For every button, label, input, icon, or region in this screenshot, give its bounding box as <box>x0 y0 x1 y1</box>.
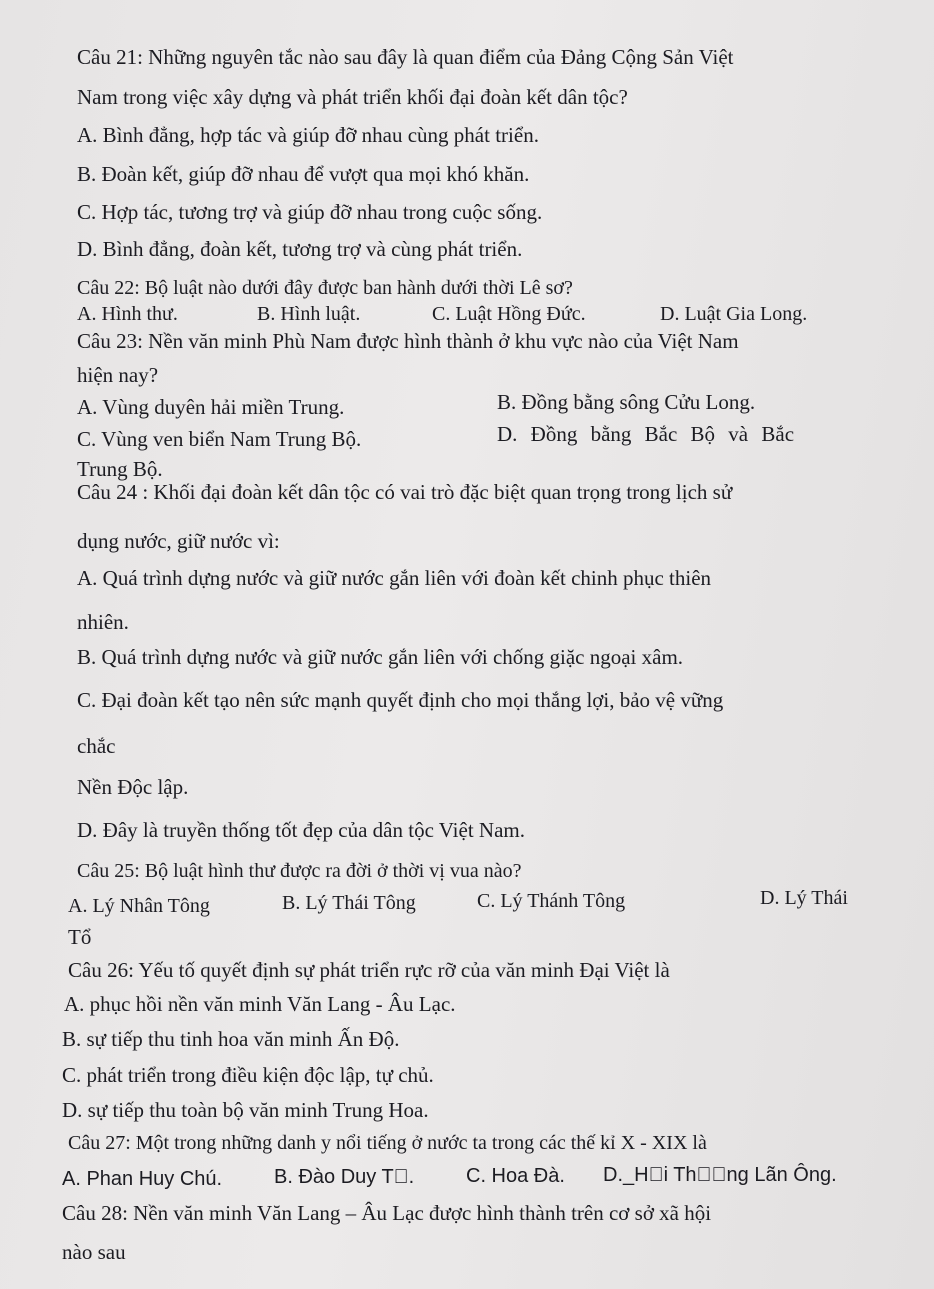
q23-option-a: A. Vùng duyên hải miền Trung. <box>77 395 345 419</box>
q28-stem-line2: nào sau <box>62 1240 126 1264</box>
q22-option-d: D. Luật Gia Long. <box>660 303 808 325</box>
q25-option-d-cont: Tổ <box>68 925 92 949</box>
q27-option-c: C. Hoa Đà. <box>466 1165 565 1187</box>
q23-option-c: C. Vùng ven biển Nam Trung Bộ. <box>77 427 362 451</box>
q25-option-c: C. Lý Thánh Tông <box>477 890 626 912</box>
q26-option-c: C. phát triển trong điều kiện độc lập, tự chủ. <box>62 1063 434 1087</box>
q27-option-b: B. Đào Duy T . <box>274 1166 415 1188</box>
q23-option-b: B. Đồng bằng sông Cửu Long. <box>497 390 756 414</box>
q26-stem: Câu 26: Yếu tố quyết định sự phát triển rực rỡ của văn minh Đại Việt là <box>68 958 670 982</box>
q26-option-d: D. sự tiếp thu toàn bộ văn minh Trung Hoa. <box>62 1098 429 1122</box>
q27-option-a: A. Phan Huy Chú. <box>62 1168 223 1190</box>
q24-option-a-cont: nhiên. <box>77 610 129 634</box>
q21-option-a: A. Bình đẳng, hợp tác và giúp đỡ nhau cùng phát triển. <box>77 123 539 147</box>
q23-stem-line2: hiện nay? <box>77 363 159 387</box>
q27-stem: Câu 27: Một trong những danh y nổi tiếng ở nước ta trong các thế kỉ X - XIX là <box>68 1132 707 1154</box>
q25-option-a: A. Lý Nhân Tông <box>68 895 210 917</box>
q25-stem: Câu 25: Bộ luật hình thư được ra đời ở thời vị vua nào? <box>77 860 522 882</box>
q25-option-d: D. Lý Thái <box>760 887 848 909</box>
q23-option-d-cont: Trung Bộ. <box>77 457 163 481</box>
q21-option-b: B. Đoàn kết, giúp đỡ nhau để vượt qua mọi khó khăn. <box>77 162 530 186</box>
q22-stem: Câu 22: Bộ luật nào dưới đây được ban hành dưới thời Lê sơ? <box>77 277 573 299</box>
q21-stem-line1: Câu 21: Những nguyên tắc nào sau đây là quan điểm của Đảng Cộng Sản Việt <box>77 45 734 69</box>
q21-option-d: D. Bình đẳng, đoàn kết, tương trợ và cùng phát triển. <box>77 237 523 261</box>
q24-option-b: B. Quá trình dựng nước và giữ nước gắn liên với chống giặc ngoại xâm. <box>77 645 684 669</box>
q22-option-b: B. Hình luật. <box>257 303 361 325</box>
q28-stem-line1: Câu 28: Nền văn minh Văn Lang – Âu Lạc được hình thành trên cơ sở xã hội <box>62 1201 712 1225</box>
q24-option-c-cont2: Nền Độc lập. <box>77 775 189 799</box>
q23-stem-line1: Câu 23: Nền văn minh Phù Nam được hình thành ở khu vực nào của Việt Nam <box>77 329 739 353</box>
q27-option-d: D._H i Th  ng Lãn Ông. <box>603 1164 837 1186</box>
q24-option-c: C. Đại đoàn kết tạo nên sức mạnh quyết định cho mọi thắng lợi, bảo vệ vững <box>77 688 724 712</box>
q26-option-a: A. phục hồi nền văn minh Văn Lang - Âu Lạc. <box>64 992 456 1016</box>
q24-option-a: A. Quá trình dựng nước và giữ nước gắn liên với đoàn kết chinh phục thiên <box>77 566 712 590</box>
q22-option-a: A. Hình thư. <box>77 303 178 325</box>
q24-stem-line2: dụng nước, giữ nước vì: <box>77 529 280 553</box>
q24-option-d: D. Đây là truyền thống tốt đẹp của dân tộc Việt Nam. <box>77 818 525 842</box>
q23-option-d: D. Đồng bằng Bắc Bộ và Bắc <box>497 422 795 446</box>
q22-option-c: C. Luật Hồng Đức. <box>432 303 586 325</box>
q24-option-c-cont1: chắc <box>77 734 116 758</box>
q21-option-c: C. Hợp tác, tương trợ và giúp đỡ nhau trong cuộc sống. <box>77 200 543 224</box>
q24-stem-line1: Câu 24 : Khối đại đoàn kết dân tộc có vai trò đặc biệt quan trọng trong lịch sử <box>77 480 733 504</box>
q25-option-b: B. Lý Thái Tông <box>282 892 416 914</box>
q26-option-b: B. sự tiếp thu tinh hoa văn minh Ấn Độ. <box>62 1027 400 1051</box>
q21-stem-line2: Nam trong việc xây dựng và phát triển khối đại đoàn kết dân tộc? <box>77 85 628 109</box>
